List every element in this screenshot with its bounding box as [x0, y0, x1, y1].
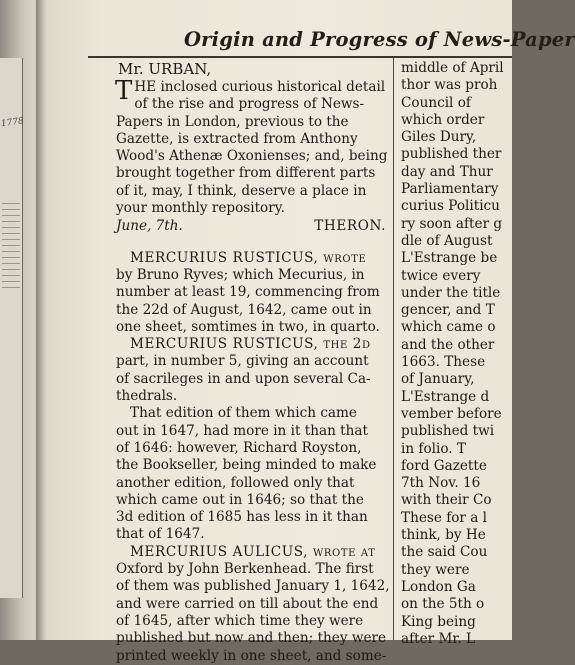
- entry-line: Oxford by John Berkenhead. The first: [116, 561, 374, 578]
- entry-line: MERCURIUS RUSTICUS, wrote: [130, 249, 367, 266]
- previous-page-edge: [0, 0, 40, 640]
- entry-line: 3d edition of 1685 has less in it than: [116, 509, 368, 526]
- letter-line: of the rise and progress of News-: [134, 96, 365, 113]
- entry-line: part, in number 5, giving an account: [116, 353, 369, 370]
- right-column-line: These for a l: [401, 509, 488, 526]
- entry-line: published but now and then; they were: [116, 630, 387, 647]
- letter-line: HE inclosed curious historical detail: [134, 79, 386, 95]
- right-column-line: the said Cou: [401, 544, 488, 561]
- letter-date: June, 7th.: [116, 218, 183, 235]
- column-divider: [393, 58, 394, 640]
- previous-page-mark: 1778: [0, 116, 25, 130]
- entry-line: MERCURIUS AULICUS, wrote at: [130, 543, 376, 560]
- entry-line: of sacrileges in and upon several Ca-: [116, 370, 371, 387]
- right-column-line: ford Gazette: [401, 457, 487, 474]
- right-column-line: 1663. These: [401, 354, 486, 371]
- right-column-line: on the 5th o: [401, 596, 485, 613]
- entry-edition-note: [116, 405, 386, 543]
- entry-line: the Bookseller, being minded to make: [116, 457, 377, 474]
- right-column-line: published ther: [401, 146, 502, 163]
- right-column-line: ry soon after g: [401, 215, 503, 232]
- entry-mercurius-rusticus: [116, 250, 386, 336]
- right-column-line: Parliamentary: [401, 181, 499, 198]
- right-column-line: after Mr. L: [401, 630, 476, 647]
- signature-row: [116, 218, 386, 235]
- right-column-line: which order: [401, 111, 485, 128]
- previous-page-decoration: [2, 198, 20, 288]
- right-column-line: gencer, and T: [401, 302, 495, 319]
- entry-line: thedrals.: [116, 388, 178, 405]
- entry-line: MERCURIUS RUSTICUS, the 2d: [130, 336, 371, 353]
- letter-line: Gazette, is extracted from Anthony: [116, 130, 358, 147]
- right-column-line: dle of August: [401, 232, 493, 249]
- right-column-line: 7th Nov. 16: [401, 475, 481, 492]
- salutation: Mr. URBAN,: [118, 60, 212, 78]
- right-column-line: L'Estrange be: [401, 250, 498, 267]
- letter-line: Papers in London, previous to the: [116, 113, 349, 130]
- right-column-line: under the title: [401, 284, 501, 301]
- right-column-line: London Ga: [401, 578, 476, 595]
- letter-body: [115, 76, 388, 217]
- right-column-line: middle of April: [401, 60, 504, 76]
- letter-line: your monthly repository.: [116, 200, 285, 217]
- entry-line: of 1646: however, Richard Royston,: [116, 439, 362, 456]
- right-column-line: in folio. T: [401, 440, 466, 457]
- right-column-line: Giles Dury,: [401, 129, 477, 146]
- right-column-line: vember before: [401, 405, 502, 422]
- entry-line: by Bruno Ryves; which Mecurius, in: [116, 266, 365, 283]
- right-column-line: of January,: [401, 371, 475, 388]
- right-column-line: thor was proh: [401, 77, 498, 94]
- header-rule: [88, 56, 512, 58]
- right-column-line: King being: [401, 613, 476, 630]
- entry-line: that of 1647.: [116, 526, 205, 543]
- right-column-line: day and Thur: [401, 163, 493, 180]
- entry-line: the 22d of August, 1642, came out in: [116, 301, 372, 318]
- entry-mercurius-rusticus-part-2: [116, 336, 386, 405]
- entry-line: one sheet, somtimes in two, in quarto.: [116, 318, 380, 335]
- entry-line: another edition, followed only that: [116, 474, 355, 491]
- right-column-line: think, by He: [401, 527, 486, 544]
- section-gap: [116, 236, 386, 250]
- entry-line: number at least 19, commencing from: [116, 284, 380, 301]
- right-column-line: with their Co: [401, 492, 492, 509]
- entry-line: out in 1647, had more in it than that: [116, 422, 368, 439]
- entry-line: That edition of them which came: [130, 405, 357, 422]
- letter-line: brought together from different parts: [116, 165, 376, 182]
- previous-page-text-area: [0, 58, 23, 598]
- entry-mercurius-aulicus: [116, 543, 390, 665]
- right-column-line: L'Estrange d: [401, 388, 490, 405]
- right-column: [401, 60, 521, 648]
- entry-line: and were carried on till about the end: [116, 595, 379, 612]
- entry-line: printed weekly in one sheet, and some-: [116, 647, 387, 664]
- right-column-line: Council of: [401, 94, 471, 111]
- main-column: [115, 60, 390, 665]
- letter-signature: THERON.: [314, 218, 386, 235]
- right-column-line: and the other: [401, 336, 495, 353]
- letter-line: Wood's Athenæ Oxonienses; and, being: [116, 148, 388, 165]
- entry-line: of 1645, after which time they were: [116, 612, 364, 629]
- right-column-line: which came o: [401, 319, 496, 336]
- drop-cap: T: [115, 76, 133, 106]
- right-column-line: they were: [401, 561, 470, 578]
- right-column-line: published twi: [401, 423, 495, 440]
- letter-line: of it, may, I think, deserve a place in: [116, 182, 367, 199]
- running-header: Origin and Progress of News-Paper: [184, 28, 575, 51]
- entry-line: of them was published January 1, 1642,: [116, 578, 390, 595]
- entry-line: which came out in 1646; so that the: [116, 491, 364, 508]
- right-column-line: twice every: [401, 267, 481, 284]
- right-column-line: curius Politicu: [401, 198, 500, 215]
